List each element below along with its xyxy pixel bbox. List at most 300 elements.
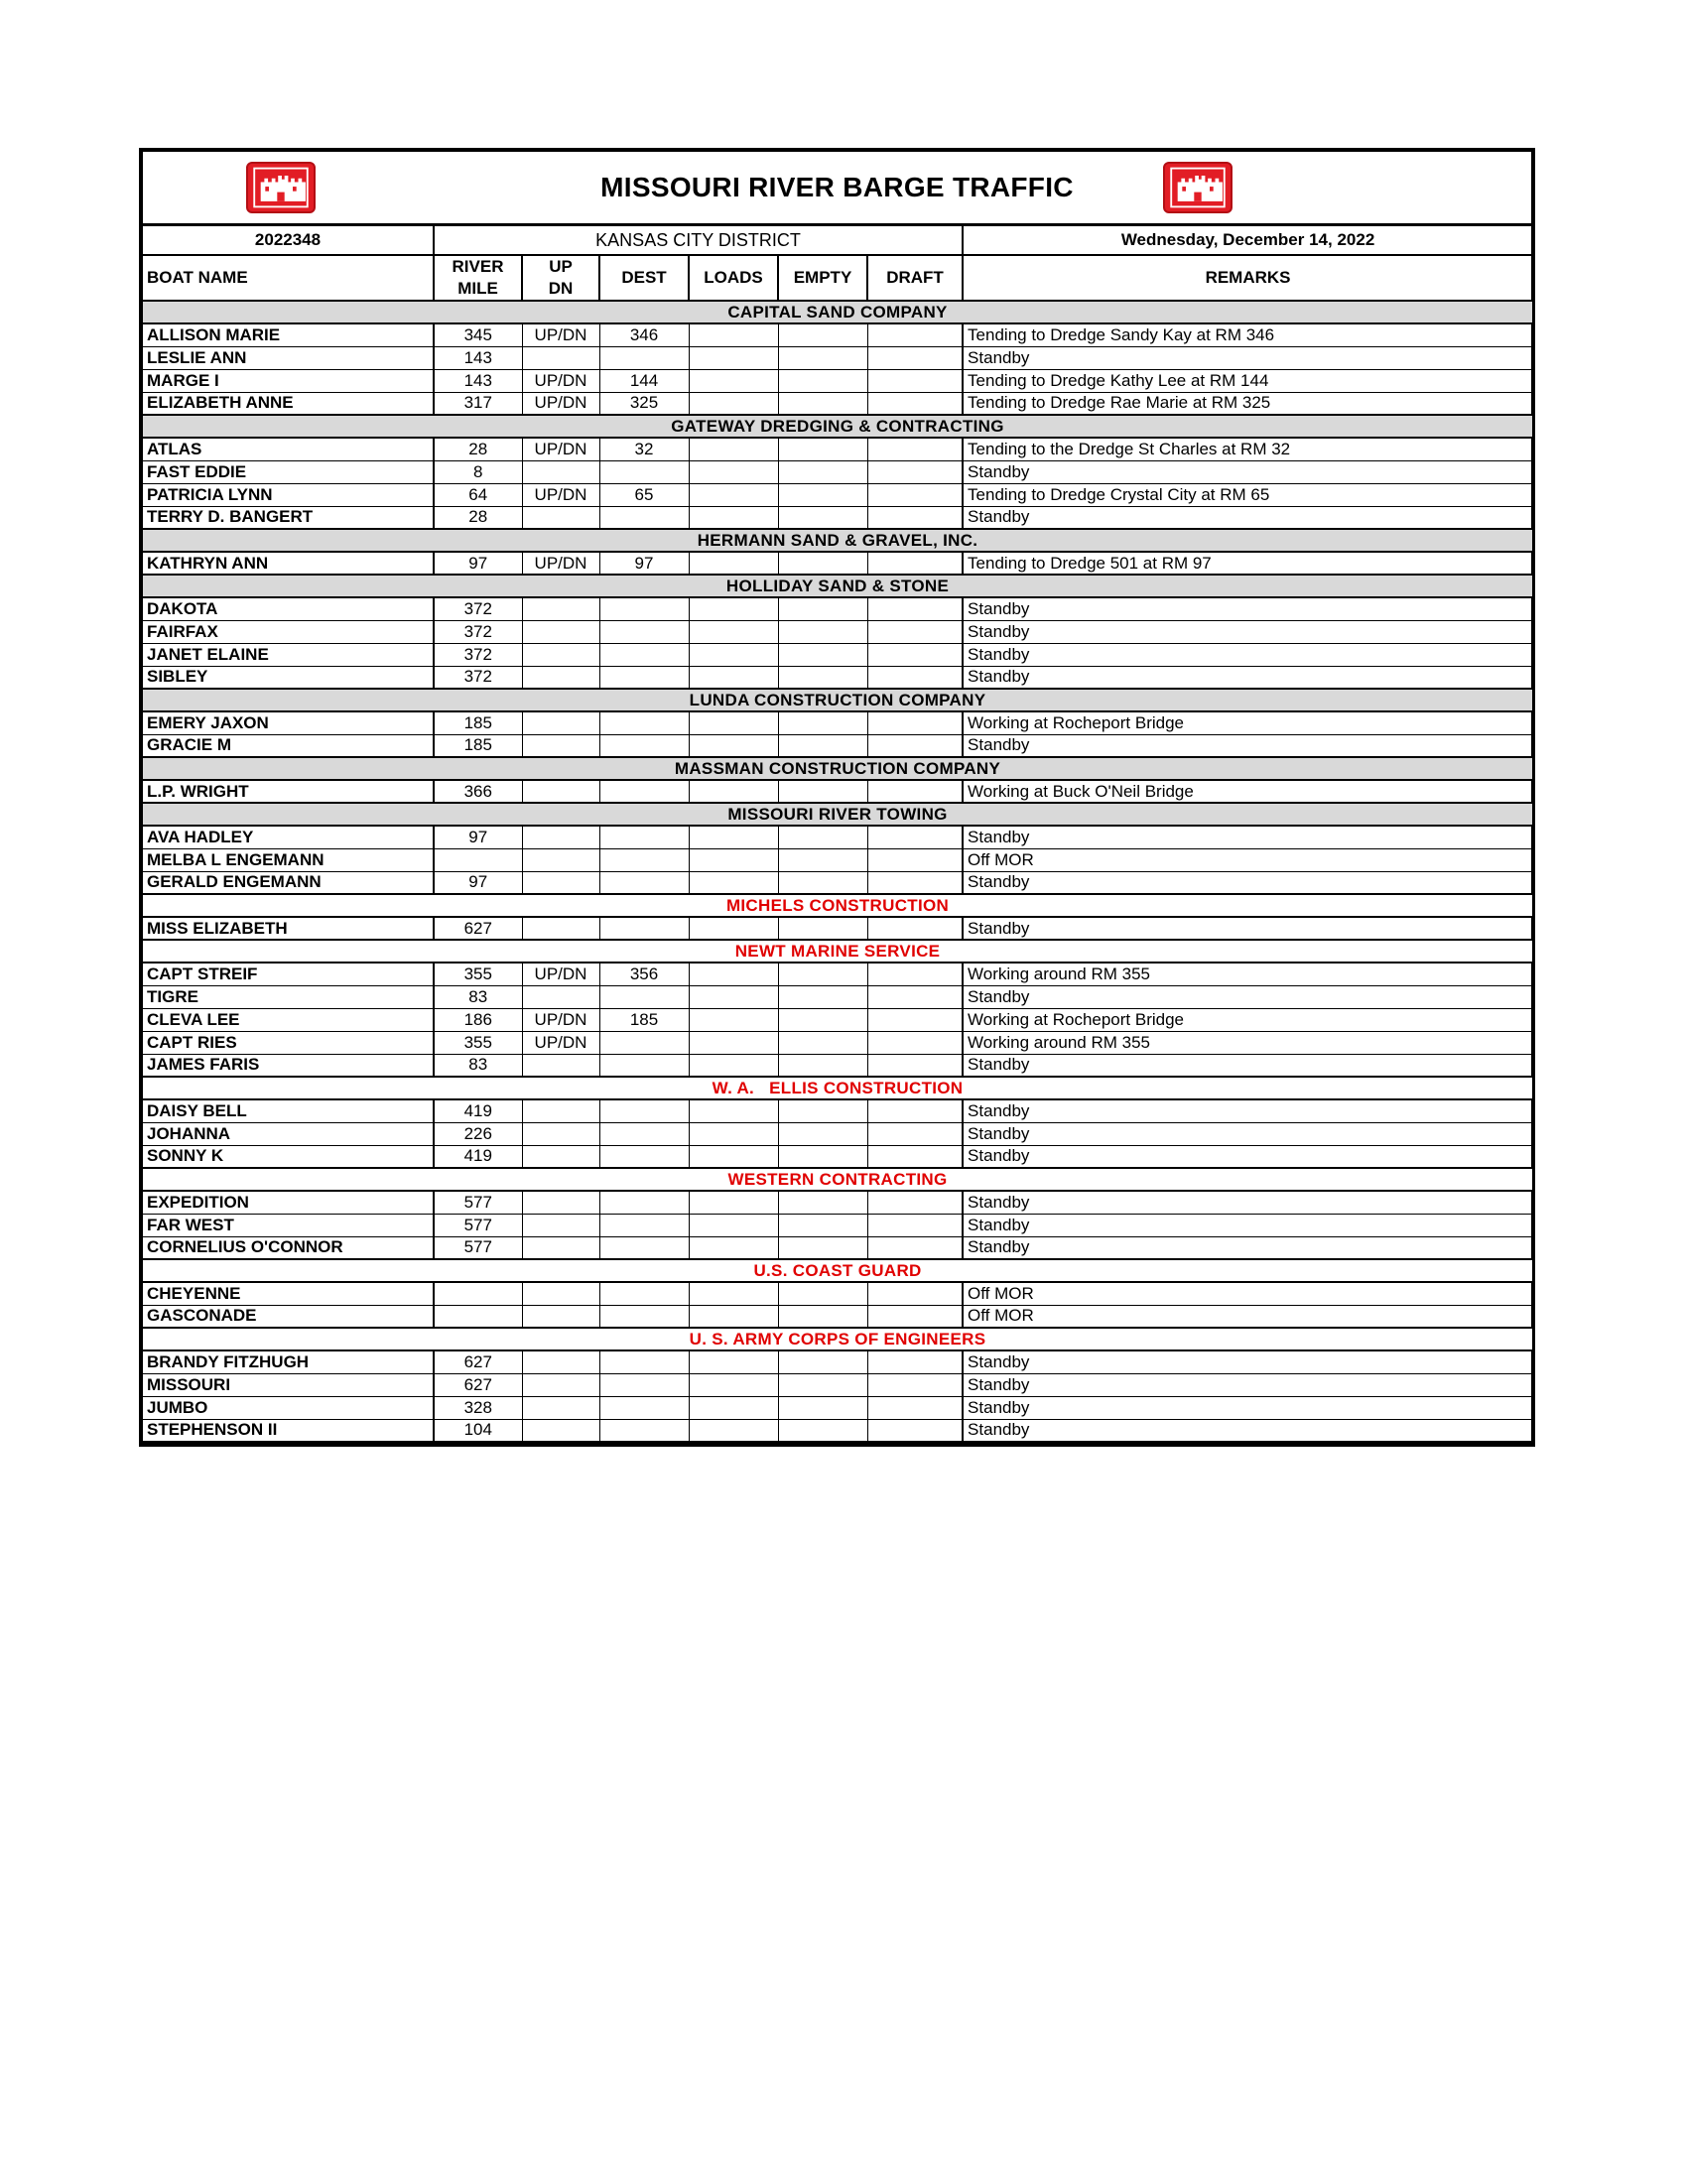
- cell-mile: 28: [434, 506, 522, 529]
- cell-empty: [778, 826, 867, 848]
- cell-empty: [778, 1145, 867, 1168]
- cell-dest: [599, 1396, 689, 1419]
- cell-empty: [778, 1373, 867, 1396]
- boat-name: GERALD ENGEMANN: [143, 871, 434, 894]
- cell-dest: [599, 871, 689, 894]
- cell-loads: [689, 1191, 778, 1214]
- cell-loads: [689, 1282, 778, 1305]
- cell-draft: [867, 711, 963, 734]
- header-loads: LOADS: [689, 255, 778, 301]
- cell-empty: [778, 780, 867, 803]
- cell-mile: 143: [434, 369, 522, 392]
- cell-loads: [689, 1214, 778, 1236]
- column-header-row: [143, 255, 1532, 301]
- boat-name: CHEYENNE: [143, 1282, 434, 1305]
- boat-name: BRANDY FITZHUGH: [143, 1350, 434, 1373]
- cell-dest: [599, 620, 689, 643]
- cell-draft: [867, 1122, 963, 1145]
- table-row: [143, 643, 1532, 666]
- cell-loads: [689, 848, 778, 871]
- section-header: [143, 415, 1532, 438]
- cell-empty: [778, 1054, 867, 1077]
- cell-draft: [867, 917, 963, 940]
- table-row: [143, 826, 1532, 848]
- cell-loads: [689, 369, 778, 392]
- company-name: CAPITAL SAND COMPANY: [143, 301, 1532, 323]
- cell-dest: [599, 1214, 689, 1236]
- cell-remarks: Standby: [963, 1373, 1532, 1396]
- cell-dest: [599, 1191, 689, 1214]
- cell-draft: [867, 369, 963, 392]
- cell-mile: 97: [434, 826, 522, 848]
- cell-mile: 577: [434, 1214, 522, 1236]
- cell-updn: [522, 917, 599, 940]
- cell-remarks: Off MOR: [963, 848, 1532, 871]
- table-row: [143, 323, 1532, 346]
- cell-draft: [867, 460, 963, 483]
- cell-draft: [867, 666, 963, 689]
- cell-dest: [599, 848, 689, 871]
- cell-dest: [599, 460, 689, 483]
- cell-loads: [689, 780, 778, 803]
- cell-mile: 97: [434, 552, 522, 575]
- cell-remarks: Tending to Dredge 501 at RM 97: [963, 552, 1532, 575]
- cell-mile: 345: [434, 323, 522, 346]
- boat-name: JOHANNA: [143, 1122, 434, 1145]
- cell-mile: 64: [434, 483, 522, 506]
- boat-name: MARGE I: [143, 369, 434, 392]
- cell-updn: [522, 597, 599, 620]
- boat-name: MISSOURI: [143, 1373, 434, 1396]
- cell-mile: 577: [434, 1236, 522, 1259]
- cell-mile: 355: [434, 963, 522, 985]
- table-row: [143, 1145, 1532, 1168]
- cell-remarks: Standby: [963, 1396, 1532, 1419]
- cell-mile: 83: [434, 985, 522, 1008]
- cell-remarks: Standby: [963, 643, 1532, 666]
- boat-name: GRACIE M: [143, 734, 434, 757]
- cell-updn: [522, 1122, 599, 1145]
- cell-updn: [522, 1350, 599, 1373]
- cell-remarks: Standby: [963, 460, 1532, 483]
- cell-updn: [522, 1236, 599, 1259]
- boat-name: MELBA L ENGEMANN: [143, 848, 434, 871]
- cell-updn: [522, 1099, 599, 1122]
- table-row: [143, 552, 1532, 575]
- cell-remarks: Standby: [963, 506, 1532, 529]
- cell-mile: 372: [434, 643, 522, 666]
- cell-dest: 346: [599, 323, 689, 346]
- cell-mile: 627: [434, 1350, 522, 1373]
- cell-mile: 577: [434, 1191, 522, 1214]
- company-name: HERMANN SAND & GRAVEL, INC.: [143, 529, 1532, 552]
- cell-dest: [599, 1054, 689, 1077]
- cell-remarks: Tending to the Dredge St Charles at RM 32: [963, 438, 1532, 460]
- section-header: [143, 940, 1532, 963]
- cell-empty: [778, 620, 867, 643]
- boat-name: DAISY BELL: [143, 1099, 434, 1122]
- cell-updn: UP/DN: [522, 1031, 599, 1054]
- cell-empty: [778, 643, 867, 666]
- cell-updn: UP/DN: [522, 552, 599, 575]
- cell-loads: [689, 346, 778, 369]
- cell-empty: [778, 506, 867, 529]
- cell-empty: [778, 1419, 867, 1442]
- table-row: [143, 1122, 1532, 1145]
- cell-updn: [522, 506, 599, 529]
- cell-empty: [778, 1396, 867, 1419]
- cell-remarks: Off MOR: [963, 1282, 1532, 1305]
- header-updn-line1: UP: [549, 257, 573, 276]
- barge-table: [143, 226, 1532, 1443]
- cell-loads: [689, 985, 778, 1008]
- table-row: [143, 506, 1532, 529]
- cell-remarks: Standby: [963, 1145, 1532, 1168]
- cell-remarks: Tending to Dredge Rae Marie at RM 325: [963, 392, 1532, 415]
- boat-name: STEPHENSON II: [143, 1419, 434, 1442]
- cell-loads: [689, 1099, 778, 1122]
- cell-loads: [689, 552, 778, 575]
- cell-draft: [867, 871, 963, 894]
- company-name: LUNDA CONSTRUCTION COMPANY: [143, 689, 1532, 711]
- cell-loads: [689, 917, 778, 940]
- cell-updn: UP/DN: [522, 323, 599, 346]
- cell-draft: [867, 1145, 963, 1168]
- table-row: [143, 711, 1532, 734]
- castle-logo-icon: [1163, 162, 1233, 213]
- company-name: GATEWAY DREDGING & CONTRACTING: [143, 415, 1532, 438]
- cell-updn: [522, 1305, 599, 1328]
- boat-name: EMERY JAXON: [143, 711, 434, 734]
- cell-dest: [599, 1031, 689, 1054]
- cell-mile: 28: [434, 438, 522, 460]
- cell-dest: [599, 506, 689, 529]
- cell-updn: [522, 826, 599, 848]
- cell-dest: [599, 1099, 689, 1122]
- company-name: NEWT MARINE SERVICE: [143, 940, 1532, 963]
- boat-name: JANET ELAINE: [143, 643, 434, 666]
- cell-draft: [867, 848, 963, 871]
- cell-draft: [867, 1191, 963, 1214]
- company-name: WESTERN CONTRACTING: [143, 1168, 1532, 1191]
- boat-name: LESLIE ANN: [143, 346, 434, 369]
- company-name: U.S. COAST GUARD: [143, 1259, 1532, 1282]
- cell-remarks: Standby: [963, 1191, 1532, 1214]
- cell-dest: 144: [599, 369, 689, 392]
- cell-remarks: Working at Buck O'Neil Bridge: [963, 780, 1532, 803]
- boat-name: ATLAS: [143, 438, 434, 460]
- cell-draft: [867, 1282, 963, 1305]
- cell-updn: UP/DN: [522, 483, 599, 506]
- cell-updn: [522, 643, 599, 666]
- header-river-mile: [434, 255, 522, 301]
- boat-name: DAKOTA: [143, 597, 434, 620]
- table-row: [143, 734, 1532, 757]
- cell-empty: [778, 1099, 867, 1122]
- cell-mile: 226: [434, 1122, 522, 1145]
- cell-draft: [867, 1031, 963, 1054]
- cell-updn: UP/DN: [522, 392, 599, 415]
- cell-mile: 185: [434, 734, 522, 757]
- table-row: [143, 917, 1532, 940]
- company-name: U. S. ARMY CORPS OF ENGINEERS: [143, 1328, 1532, 1350]
- cell-mile: [434, 1305, 522, 1328]
- report-number: 2022348: [143, 226, 434, 255]
- cell-draft: [867, 643, 963, 666]
- cell-dest: [599, 346, 689, 369]
- cell-loads: [689, 1350, 778, 1373]
- cell-updn: [522, 1214, 599, 1236]
- cell-updn: UP/DN: [522, 963, 599, 985]
- boat-name: FAIRFAX: [143, 620, 434, 643]
- table-row: [143, 666, 1532, 689]
- cell-dest: [599, 1145, 689, 1168]
- section-header: [143, 575, 1532, 597]
- boat-name: CORNELIUS O'CONNOR: [143, 1236, 434, 1259]
- header-updn: [522, 255, 599, 301]
- cell-dest: 65: [599, 483, 689, 506]
- cell-empty: [778, 985, 867, 1008]
- table-row: [143, 460, 1532, 483]
- boat-name: KATHRYN ANN: [143, 552, 434, 575]
- cell-remarks: Standby: [963, 826, 1532, 848]
- cell-dest: [599, 1305, 689, 1328]
- company-name: MICHELS CONSTRUCTION: [143, 894, 1532, 917]
- boat-name: FAR WEST: [143, 1214, 434, 1236]
- cell-remarks: Tending to Dredge Kathy Lee at RM 144: [963, 369, 1532, 392]
- cell-empty: [778, 666, 867, 689]
- cell-remarks: Tending to Dredge Sandy Kay at RM 346: [963, 323, 1532, 346]
- cell-draft: [867, 392, 963, 415]
- boat-name: ALLISON MARIE: [143, 323, 434, 346]
- cell-remarks: Standby: [963, 1099, 1532, 1122]
- cell-loads: [689, 1054, 778, 1077]
- cell-draft: [867, 963, 963, 985]
- cell-mile: 366: [434, 780, 522, 803]
- table-row: [143, 780, 1532, 803]
- cell-dest: [599, 917, 689, 940]
- table-row: [143, 346, 1532, 369]
- cell-empty: [778, 552, 867, 575]
- table-row: [143, 1305, 1532, 1328]
- cell-updn: [522, 620, 599, 643]
- table-row: [143, 1008, 1532, 1031]
- table-row: [143, 963, 1532, 985]
- cell-mile: 8: [434, 460, 522, 483]
- section-header: [143, 1328, 1532, 1350]
- boat-name: FAST EDDIE: [143, 460, 434, 483]
- cell-mile: [434, 848, 522, 871]
- cell-draft: [867, 734, 963, 757]
- header-river-mile-line1: RIVER: [452, 257, 504, 276]
- cell-mile: 372: [434, 666, 522, 689]
- table-row: [143, 1054, 1532, 1077]
- cell-mile: 83: [434, 1054, 522, 1077]
- table-row: [143, 369, 1532, 392]
- cell-mile: 317: [434, 392, 522, 415]
- cell-remarks: Off MOR: [963, 1305, 1532, 1328]
- cell-remarks: Working around RM 355: [963, 963, 1532, 985]
- table-row: [143, 871, 1532, 894]
- cell-loads: [689, 460, 778, 483]
- cell-draft: [867, 483, 963, 506]
- cell-mile: 355: [434, 1031, 522, 1054]
- section-header: [143, 689, 1532, 711]
- cell-remarks: Standby: [963, 666, 1532, 689]
- cell-remarks: Standby: [963, 917, 1532, 940]
- cell-draft: [867, 1054, 963, 1077]
- cell-loads: [689, 711, 778, 734]
- table-row: [143, 1031, 1532, 1054]
- cell-draft: [867, 506, 963, 529]
- cell-remarks: Standby: [963, 346, 1532, 369]
- section-header: [143, 1168, 1532, 1191]
- cell-empty: [778, 392, 867, 415]
- table-row: [143, 1236, 1532, 1259]
- cell-updn: [522, 1419, 599, 1442]
- section-header: [143, 1259, 1532, 1282]
- cell-draft: [867, 1099, 963, 1122]
- table-row: [143, 620, 1532, 643]
- section-header: [143, 757, 1532, 780]
- cell-mile: 372: [434, 620, 522, 643]
- cell-empty: [778, 734, 867, 757]
- cell-loads: [689, 438, 778, 460]
- cell-remarks: Standby: [963, 597, 1532, 620]
- cell-remarks: Standby: [963, 985, 1532, 1008]
- cell-mile: 372: [434, 597, 522, 620]
- castle-logo-right-icon: [1165, 164, 1231, 211]
- cell-loads: [689, 1031, 778, 1054]
- cell-remarks: Standby: [963, 1214, 1532, 1236]
- cell-dest: 32: [599, 438, 689, 460]
- header-boat-name: BOAT NAME: [143, 255, 434, 301]
- cell-draft: [867, 1373, 963, 1396]
- cell-empty: [778, 1191, 867, 1214]
- cell-updn: [522, 780, 599, 803]
- cell-draft: [867, 1305, 963, 1328]
- cell-updn: [522, 871, 599, 894]
- cell-loads: [689, 392, 778, 415]
- cell-loads: [689, 871, 778, 894]
- table-row: [143, 1350, 1532, 1373]
- castle-logo-left-icon: [248, 164, 314, 211]
- cell-empty: [778, 1236, 867, 1259]
- report-date: Wednesday, December 14, 2022: [963, 226, 1532, 255]
- cell-empty: [778, 1031, 867, 1054]
- meta-row: [143, 226, 1532, 255]
- boat-name: MISS ELIZABETH: [143, 917, 434, 940]
- cell-draft: [867, 1214, 963, 1236]
- cell-loads: [689, 643, 778, 666]
- table-row: [143, 483, 1532, 506]
- cell-loads: [689, 620, 778, 643]
- table-row: [143, 1191, 1532, 1214]
- boat-name: EXPEDITION: [143, 1191, 434, 1214]
- section-header: [143, 301, 1532, 323]
- cell-dest: [599, 1419, 689, 1442]
- header-river-mile-line2: MILE: [457, 279, 498, 298]
- cell-loads: [689, 323, 778, 346]
- cell-empty: [778, 1350, 867, 1373]
- cell-loads: [689, 506, 778, 529]
- cell-empty: [778, 597, 867, 620]
- cell-dest: 325: [599, 392, 689, 415]
- cell-remarks: Working at Rocheport Bridge: [963, 711, 1532, 734]
- cell-updn: [522, 460, 599, 483]
- boat-name: JAMES FARIS: [143, 1054, 434, 1077]
- castle-logo-icon: [246, 162, 316, 213]
- cell-dest: [599, 1236, 689, 1259]
- boat-name: CAPT STREIF: [143, 963, 434, 985]
- cell-remarks: Working at Rocheport Bridge: [963, 1008, 1532, 1031]
- cell-draft: [867, 1350, 963, 1373]
- cell-loads: [689, 483, 778, 506]
- cell-draft: [867, 985, 963, 1008]
- boat-name: SONNY K: [143, 1145, 434, 1168]
- cell-empty: [778, 483, 867, 506]
- cell-loads: [689, 1236, 778, 1259]
- cell-empty: [778, 438, 867, 460]
- cell-dest: [599, 734, 689, 757]
- cell-draft: [867, 597, 963, 620]
- cell-mile: 419: [434, 1099, 522, 1122]
- cell-remarks: Standby: [963, 1054, 1532, 1077]
- cell-draft: [867, 346, 963, 369]
- boat-name: CLEVA LEE: [143, 1008, 434, 1031]
- report-title: MISSOURI RIVER BARGE TRAFFIC: [600, 172, 1074, 202]
- cell-loads: [689, 1396, 778, 1419]
- table-row: [143, 597, 1532, 620]
- boat-name: TIGRE: [143, 985, 434, 1008]
- cell-remarks: Standby: [963, 1236, 1532, 1259]
- cell-dest: [599, 985, 689, 1008]
- cell-draft: [867, 552, 963, 575]
- cell-mile: 627: [434, 1373, 522, 1396]
- table-row: [143, 848, 1532, 871]
- table-row: [143, 392, 1532, 415]
- company-name: W. A. ELLIS CONSTRUCTION: [143, 1077, 1532, 1099]
- cell-updn: [522, 1282, 599, 1305]
- cell-mile: 143: [434, 346, 522, 369]
- cell-empty: [778, 369, 867, 392]
- cell-empty: [778, 871, 867, 894]
- cell-empty: [778, 1008, 867, 1031]
- cell-loads: [689, 963, 778, 985]
- cell-mile: 186: [434, 1008, 522, 1031]
- table-row: [143, 1214, 1532, 1236]
- cell-empty: [778, 1122, 867, 1145]
- boat-name: PATRICIA LYNN: [143, 483, 434, 506]
- cell-draft: [867, 780, 963, 803]
- cell-loads: [689, 826, 778, 848]
- table-row: [143, 1099, 1532, 1122]
- cell-empty: [778, 346, 867, 369]
- cell-remarks: Standby: [963, 1419, 1532, 1442]
- table-row: [143, 1419, 1532, 1442]
- cell-dest: [599, 711, 689, 734]
- cell-dest: [599, 643, 689, 666]
- cell-draft: [867, 323, 963, 346]
- cell-mile: 97: [434, 871, 522, 894]
- cell-dest: 185: [599, 1008, 689, 1031]
- cell-updn: [522, 346, 599, 369]
- table-row: [143, 438, 1532, 460]
- cell-updn: [522, 666, 599, 689]
- cell-updn: [522, 1054, 599, 1077]
- cell-mile: 328: [434, 1396, 522, 1419]
- cell-updn: [522, 1145, 599, 1168]
